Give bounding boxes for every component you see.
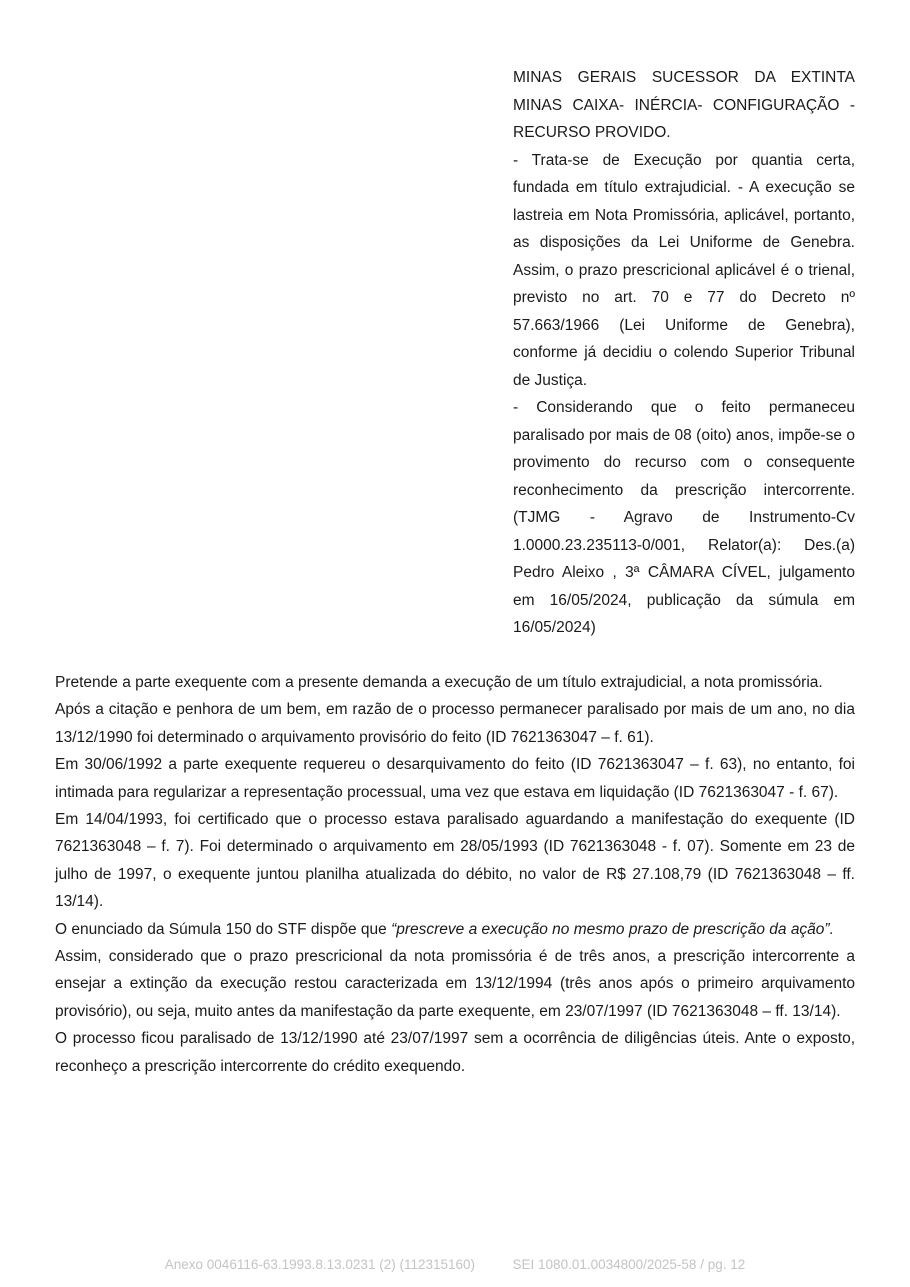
quote-paragraph: MINAS GERAIS SUCESSOR DA EXTINTA MINAS CAIXA- INÉRCIA- CONFIGURAÇÃO - RECURSO PROVIDO. [513,69,855,141]
footer-sei: SEI 1080.01.0034800/2025-58 / pg. 12 [512,1257,746,1272]
footer-annex: Anexo 0046116-63.1993.8.13.0231 (2) (112315160) [164,1257,476,1272]
body-paragraph: Assim, considerado que o prazo prescricional da nota promissória é de três anos, a prescrição intercorrente a ensejar a extinção da execução restou caracterizada em 13/12/1994 (três anos após o primeiro arquivamento provisório), ou seja, muito antes da manifestação da parte exequente, em 23/07/1997 (ID 7621363048 – ff. 13/14). [55,948,855,1020]
sumula-lead: O enunciado da Súmula 150 do STF dispõe que [55,920,392,938]
body-paragraph: Após a citação e penhora de um bem, em razão de o processo permanecer paralisado por mais de um ano, no dia 13/12/1990 foi determinado o arquivamento provisório do feito (ID 7621363047 – f. 61). [55,701,855,746]
quote-paragraph: - Considerando que o feito permaneceu paralisado por mais de 08 (oito) anos, impõe-se o provimento do recurso com o consequente reconhecimento da prescrição intercorrente. (TJMG - Agravo de Instrumento-Cv 1.0000.23.235113-0/001, Relator(a): Des.(a) Pedro Aleixo , 3ª CÂMARA CÍVEL, julgamento em 16/05/2024, publicação da súmula em 16/05/2024) [513,399,855,636]
page-footer [0,1257,910,1272]
body-paragraph [55,916,855,943]
quote-paragraph: - Trata-se de Execução por quantia certa, fundada em título extrajudicial. - A execução se lastreia em Nota Promissória, aplicável, portanto, as disposições da Lei Uniforme de Genebra. Assim, o prazo prescricional aplicável é o trienal, previsto no art. 70 e 77 do Decreto nº 57.663/1966 (Lei Uniforme de Genebra), conforme já decidiu o colendo Superior Tribunal de Justiça. [513,151,855,389]
body-paragraph: Pretende a parte exequente com a presente demanda a execução de um título extrajudicial, a nota promissória. [55,674,823,691]
decision-body [55,669,855,1080]
jurisprudence-quote [513,64,855,642]
body-paragraph: Em 30/06/1992 a parte exequente requereu o desarquivamento do feito (ID 7621363047 – f. 63), no entanto, foi intimada para regularizar a representação processual, uma vez que estava em liquidação (ID 7621363047 - f. 67). [55,756,855,801]
body-paragraph: Em 14/04/1993, foi certificado que o processo estava paralisado aguardando a manifestação do exequente (ID 7621363048 – f. 7). Foi determinado o arquivamento em 28/05/1993 (ID 7621363048 - f. 07). Somente em 23 de julho de 1997, o exequente juntou planilha atualizada do débito, no valor de R$ 27.108,79 (ID 7621363048 – ff. 13/14). [55,811,855,911]
sumula-quote: “prescreve a execução no mesmo prazo de prescrição da ação”. [391,920,834,938]
body-paragraph: O processo ficou paralisado de 13/12/1990 até 23/07/1997 sem a ocorrência de diligências úteis. Ante o exposto, reconheço a prescrição intercorrente do crédito exequendo. [55,1030,855,1075]
